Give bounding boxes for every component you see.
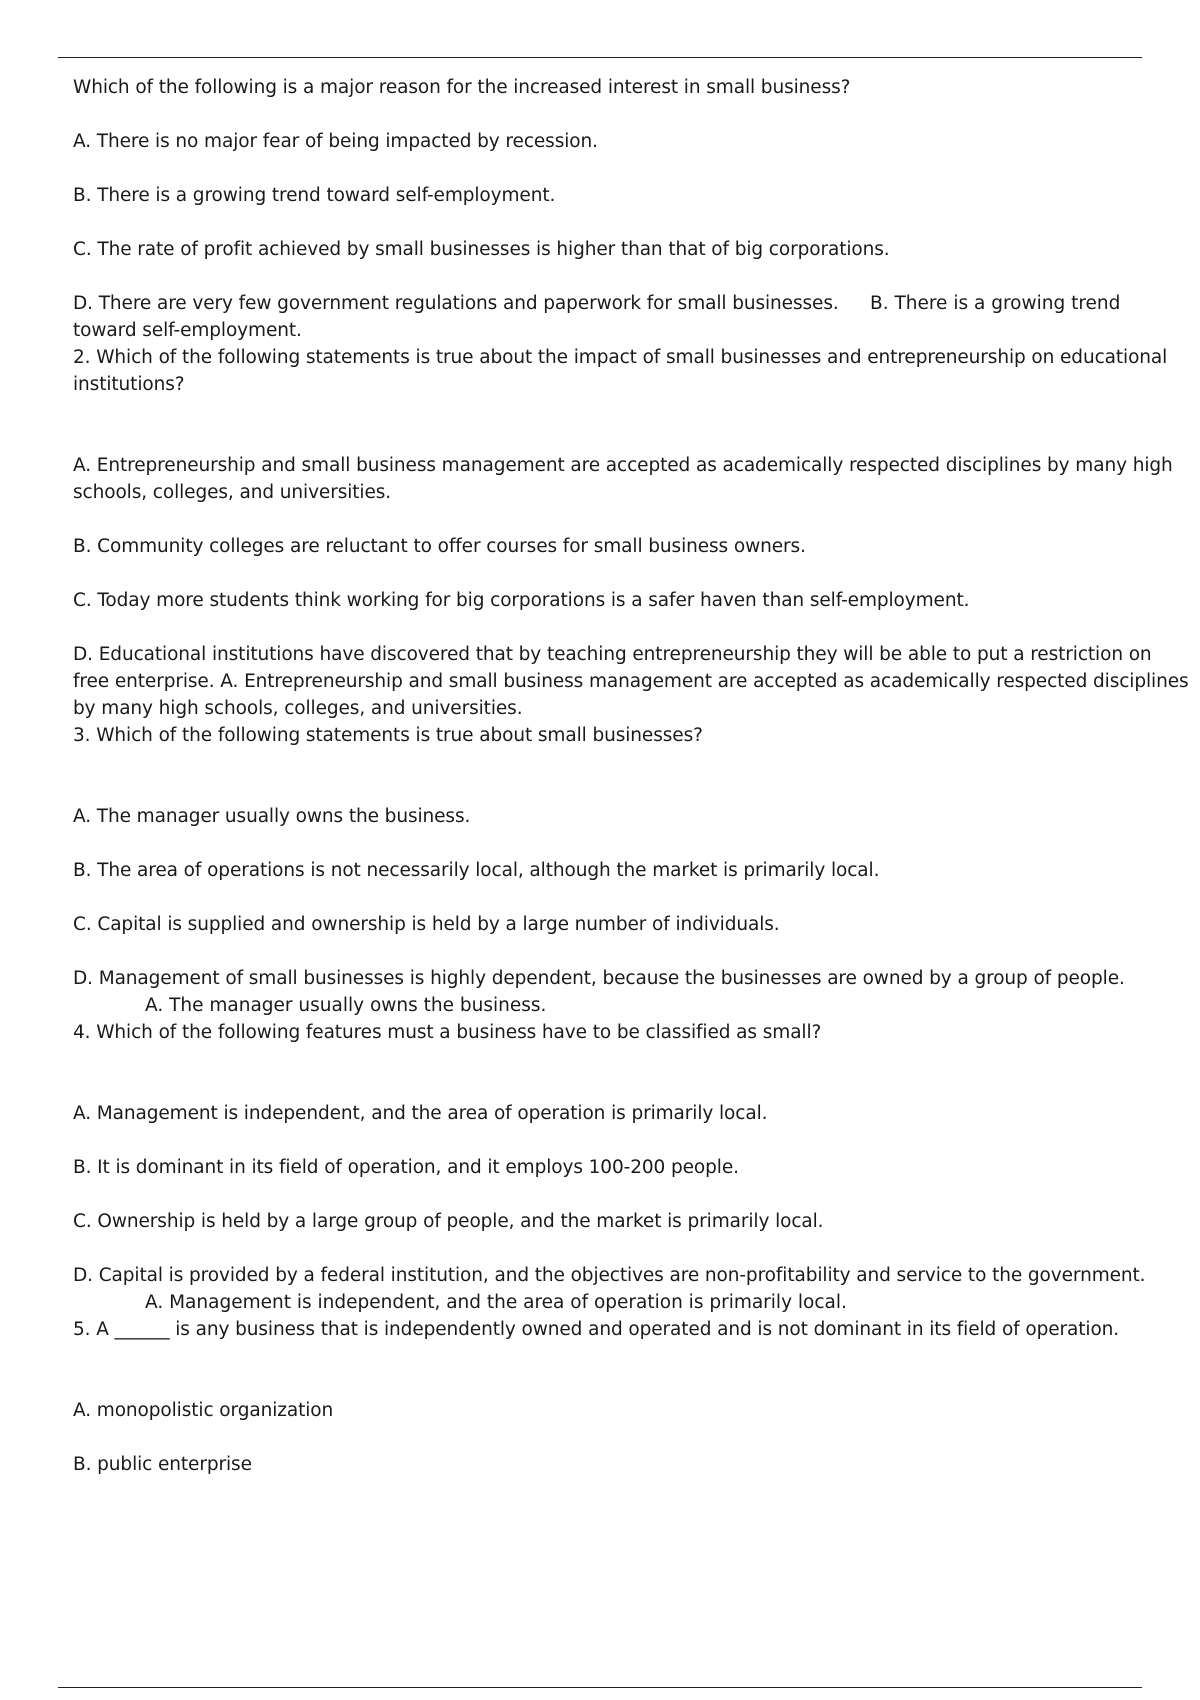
- q5-option-a: A. monopolistic organization: [73, 1400, 334, 1421]
- q1-answer-continued: toward self-employment.: [73, 320, 302, 341]
- q3-option-c: C. Capital is supplied and ownership is held by a large number of individuals.: [73, 914, 780, 935]
- q2-option-d-continued-2: by many high schools, colleges, and universities.: [73, 698, 523, 719]
- q1-answer: B. There is a growing trend: [870, 293, 1121, 314]
- q3-option-d: D. Management of small businesses is highly dependent, because the businesses are owned by a group of people.: [73, 968, 1125, 989]
- q1-stem: Which of the following is a major reason for the increased interest in small business?: [73, 77, 851, 98]
- q1-option-a: A. There is no major fear of being impacted by recession.: [73, 131, 598, 152]
- top-rule: [58, 57, 1142, 58]
- bottom-rule: [58, 1687, 1142, 1688]
- q4-stem: 4. Which of the following features must a business have to be classified as small?: [73, 1022, 822, 1043]
- q2-option-c: C. Today more students think working for big corporations is a safer haven than self-employment.: [73, 590, 970, 611]
- q3-answer: A. The manager usually owns the business.: [145, 995, 547, 1016]
- q3-stem: 3. Which of the following statements is true about small businesses?: [73, 725, 703, 746]
- q2-option-d: D. Educational institutions have discovered that by teaching entrepreneurship they will be able to put a restriction on: [73, 644, 1152, 665]
- q2-option-b: B. Community colleges are reluctant to offer courses for small business owners.: [73, 536, 806, 557]
- q1-option-b: B. There is a growing trend toward self-employment.: [73, 185, 556, 206]
- q2-option-d-continued: free enterprise. A. Entrepreneurship and small business management are accepted as academically respected disciplines: [73, 671, 1189, 692]
- q4-answer: A. Management is independent, and the area of operation is primarily local.: [145, 1292, 847, 1313]
- q4-option-d: D. Capital is provided by a federal institution, and the objectives are non-profitability and service to the government.: [73, 1265, 1146, 1286]
- q4-option-b: B. It is dominant in its field of operation, and it employs 100-200 people.: [73, 1157, 739, 1178]
- q2-stem: 2. Which of the following statements is true about the impact of small businesses and entrepreneurship on educational: [73, 347, 1168, 368]
- q2-option-a-continued: schools, colleges, and universities.: [73, 482, 392, 503]
- q5-stem: 5. A ______ is any business that is independently owned and operated and is not dominant in its field of operation.: [73, 1319, 1120, 1340]
- q2-option-a: A. Entrepreneurship and small business management are accepted as academically respected disciplines by many high: [73, 455, 1173, 476]
- q4-option-a: A. Management is independent, and the area of operation is primarily local.: [73, 1103, 768, 1124]
- q3-option-a: A. The manager usually owns the business.: [73, 806, 471, 827]
- q5-option-b: B. public enterprise: [73, 1454, 252, 1475]
- q1-option-d: D. There are very few government regulations and paperwork for small businesses.: [73, 293, 839, 314]
- q1-option-c: C. The rate of profit achieved by small businesses is higher than that of big corporations.: [73, 239, 890, 260]
- q2-stem-continued: institutions?: [73, 374, 185, 395]
- q3-option-b: B. The area of operations is not necessarily local, although the market is primarily local.: [73, 860, 880, 881]
- q4-option-c: C. Ownership is held by a large group of people, and the market is primarily local.: [73, 1211, 824, 1232]
